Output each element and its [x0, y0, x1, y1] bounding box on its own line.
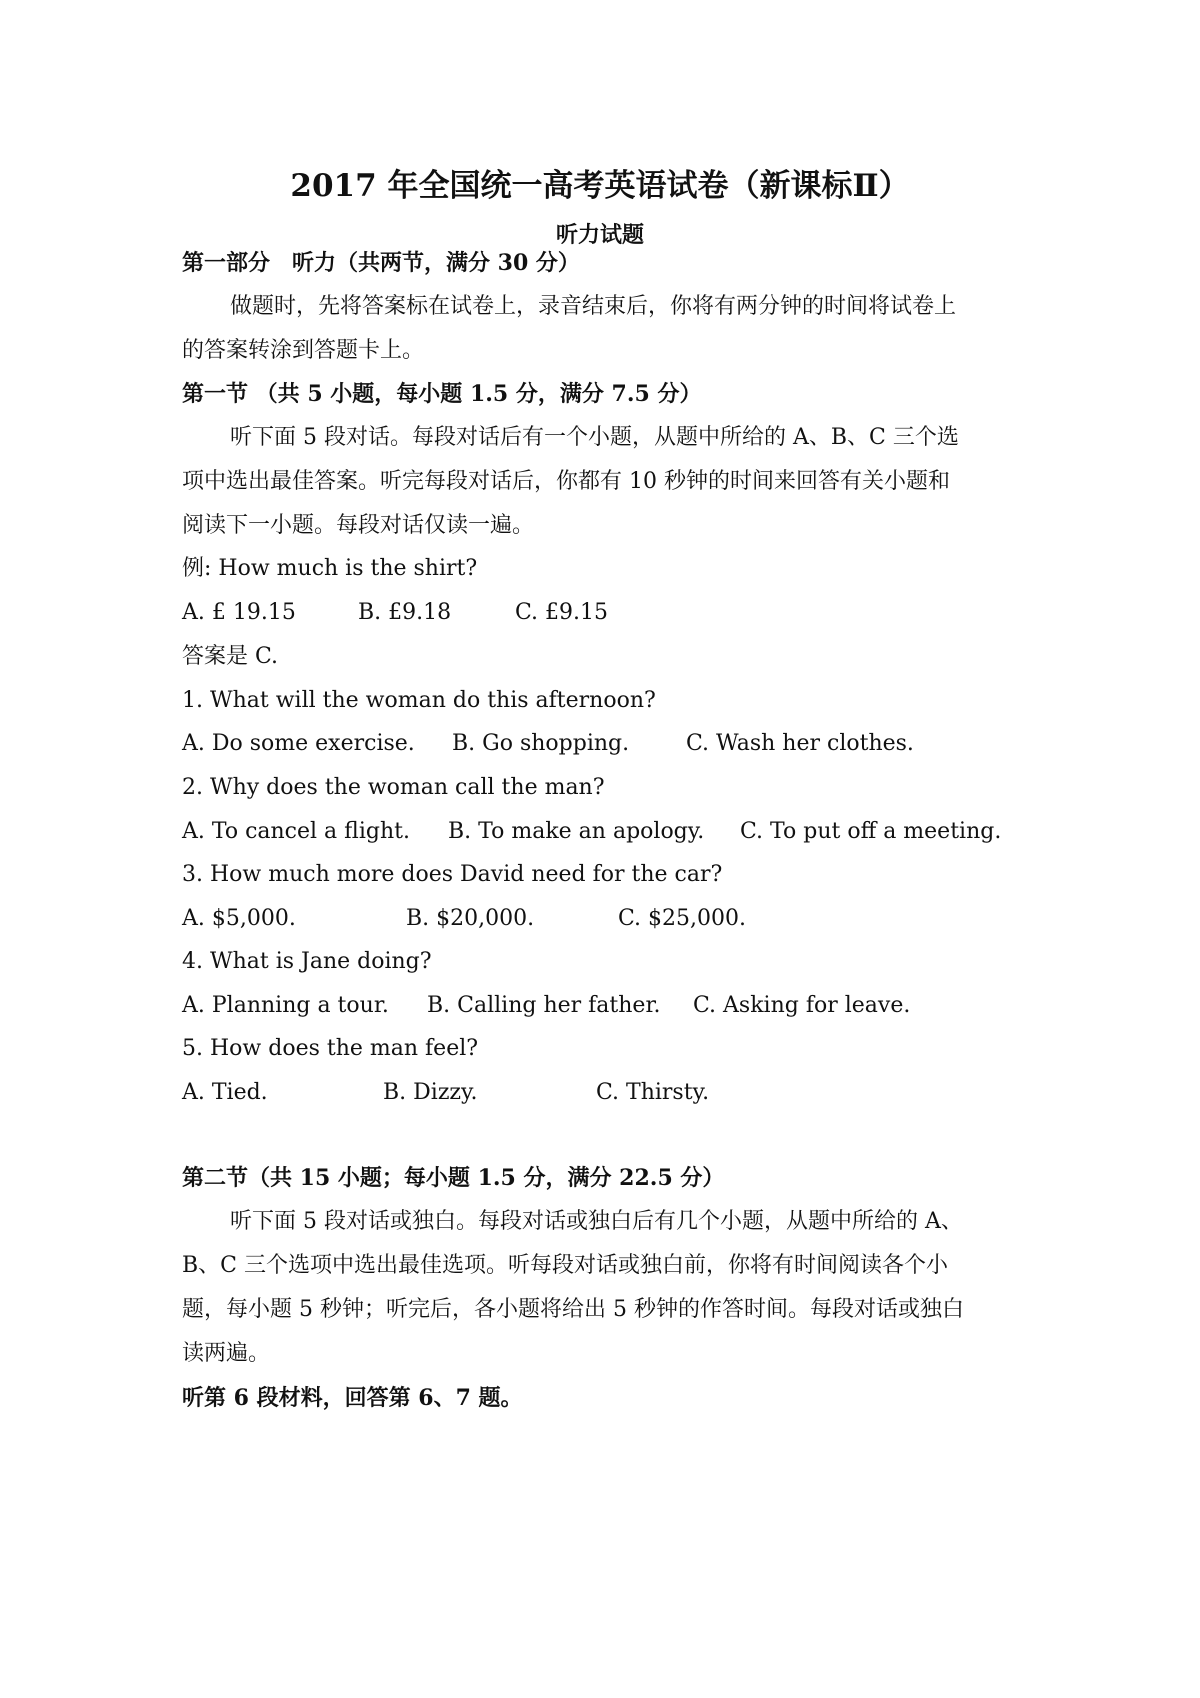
section1-heading: 第一节 （共 5 小题，每小题 1.5 分，满分 7.5 分） [182, 381, 702, 407]
section2-instruction-line1: 听下面 5 段对话或独白。每段对话或独白后有几个小题，从题中所给的 A、 [230, 1209, 963, 1234]
question-5-option-c: C. Thirsty. [596, 1080, 710, 1105]
question-1-option-c: C. Wash her clothes. [686, 731, 914, 756]
example-question: 例: How much is the shirt? [182, 556, 478, 581]
question-1-option-b: B. Go shopping. [452, 731, 630, 756]
section2-heading: 第二节（共 15 小题；每小题 1.5 分，满分 22.5 分） [182, 1165, 725, 1191]
example-option-a: A. £ 19.15 [182, 600, 296, 625]
question-5: 5. How does the man feel? [182, 1036, 479, 1061]
question-2-option-c: C. To put off a meeting. [740, 819, 1002, 844]
example-option-b: B. £9.18 [358, 600, 452, 625]
question-2: 2. Why does the woman call the man? [182, 775, 605, 800]
section2-instruction-line3: 题，每小题 5 秒钟；听完后，各小题将给出 5 秒钟的作答时间。每段对话或独白 [182, 1297, 964, 1322]
question-5-option-a: A. Tied. [182, 1080, 268, 1105]
question-4-option-c: C. Asking for leave. [693, 993, 911, 1018]
question-3: 3. How much more does David need for the car? [182, 862, 723, 887]
section1-instruction-line2: 项中选出最佳答案。听完每段对话后，你都有 10 秒钟的时间来回答有关小题和 [182, 469, 950, 494]
question-1-option-a: A. Do some exercise. [182, 731, 415, 756]
part1-instruction-line1: 做题时，先将答案标在试卷上，录音结束后，你将有两分钟的时间将试卷上 [230, 294, 957, 319]
material-6-heading: 听第 6 段材料，回答第 6、7 题。 [182, 1385, 523, 1411]
question-4: 4. What is Jane doing? [182, 949, 432, 974]
question-2-option-a: A. To cancel a flight. [182, 819, 410, 844]
question-4-option-a: A. Planning a tour. [182, 993, 389, 1018]
part1-instruction-line2: 的答案转涂到答题卡上。 [182, 338, 425, 363]
page-title: 2017 年全国统一高考英语试卷（新课标Ⅱ） [290, 168, 910, 204]
page-subtitle: 听力试题 [555, 222, 644, 248]
section1-instruction-line3: 阅读下一小题。每段对话仅读一遍。 [182, 513, 535, 538]
part1-heading: 第一部分 听力（共两节，满分 30 分） [182, 250, 580, 276]
section1-instruction-line1: 听下面 5 段对话。每段对话后有一个小题，从题中所给的 A、B、C 三个选 [230, 425, 959, 450]
question-4-option-b: B. Calling her father. [427, 993, 661, 1018]
example-option-c: C. £9.15 [515, 600, 609, 625]
section2-instruction-line4: 读两遍。 [182, 1341, 271, 1366]
question-5-option-b: B. Dizzy. [383, 1080, 478, 1105]
question-3-option-b: B. $20,000. [406, 906, 535, 931]
question-3-option-a: A. $5,000. [182, 906, 296, 931]
example-answer: 答案是 C. [182, 644, 279, 669]
question-3-option-c: C. $25,000. [618, 906, 747, 931]
question-1: 1. What will the woman do this afternoon? [182, 688, 656, 713]
question-2-option-b: B. To make an apology. [448, 819, 705, 844]
section2-instruction-line2: B、C 三个选项中选出最佳选项。听每段对话或独白前，你将有时间阅读各个小 [182, 1253, 948, 1278]
